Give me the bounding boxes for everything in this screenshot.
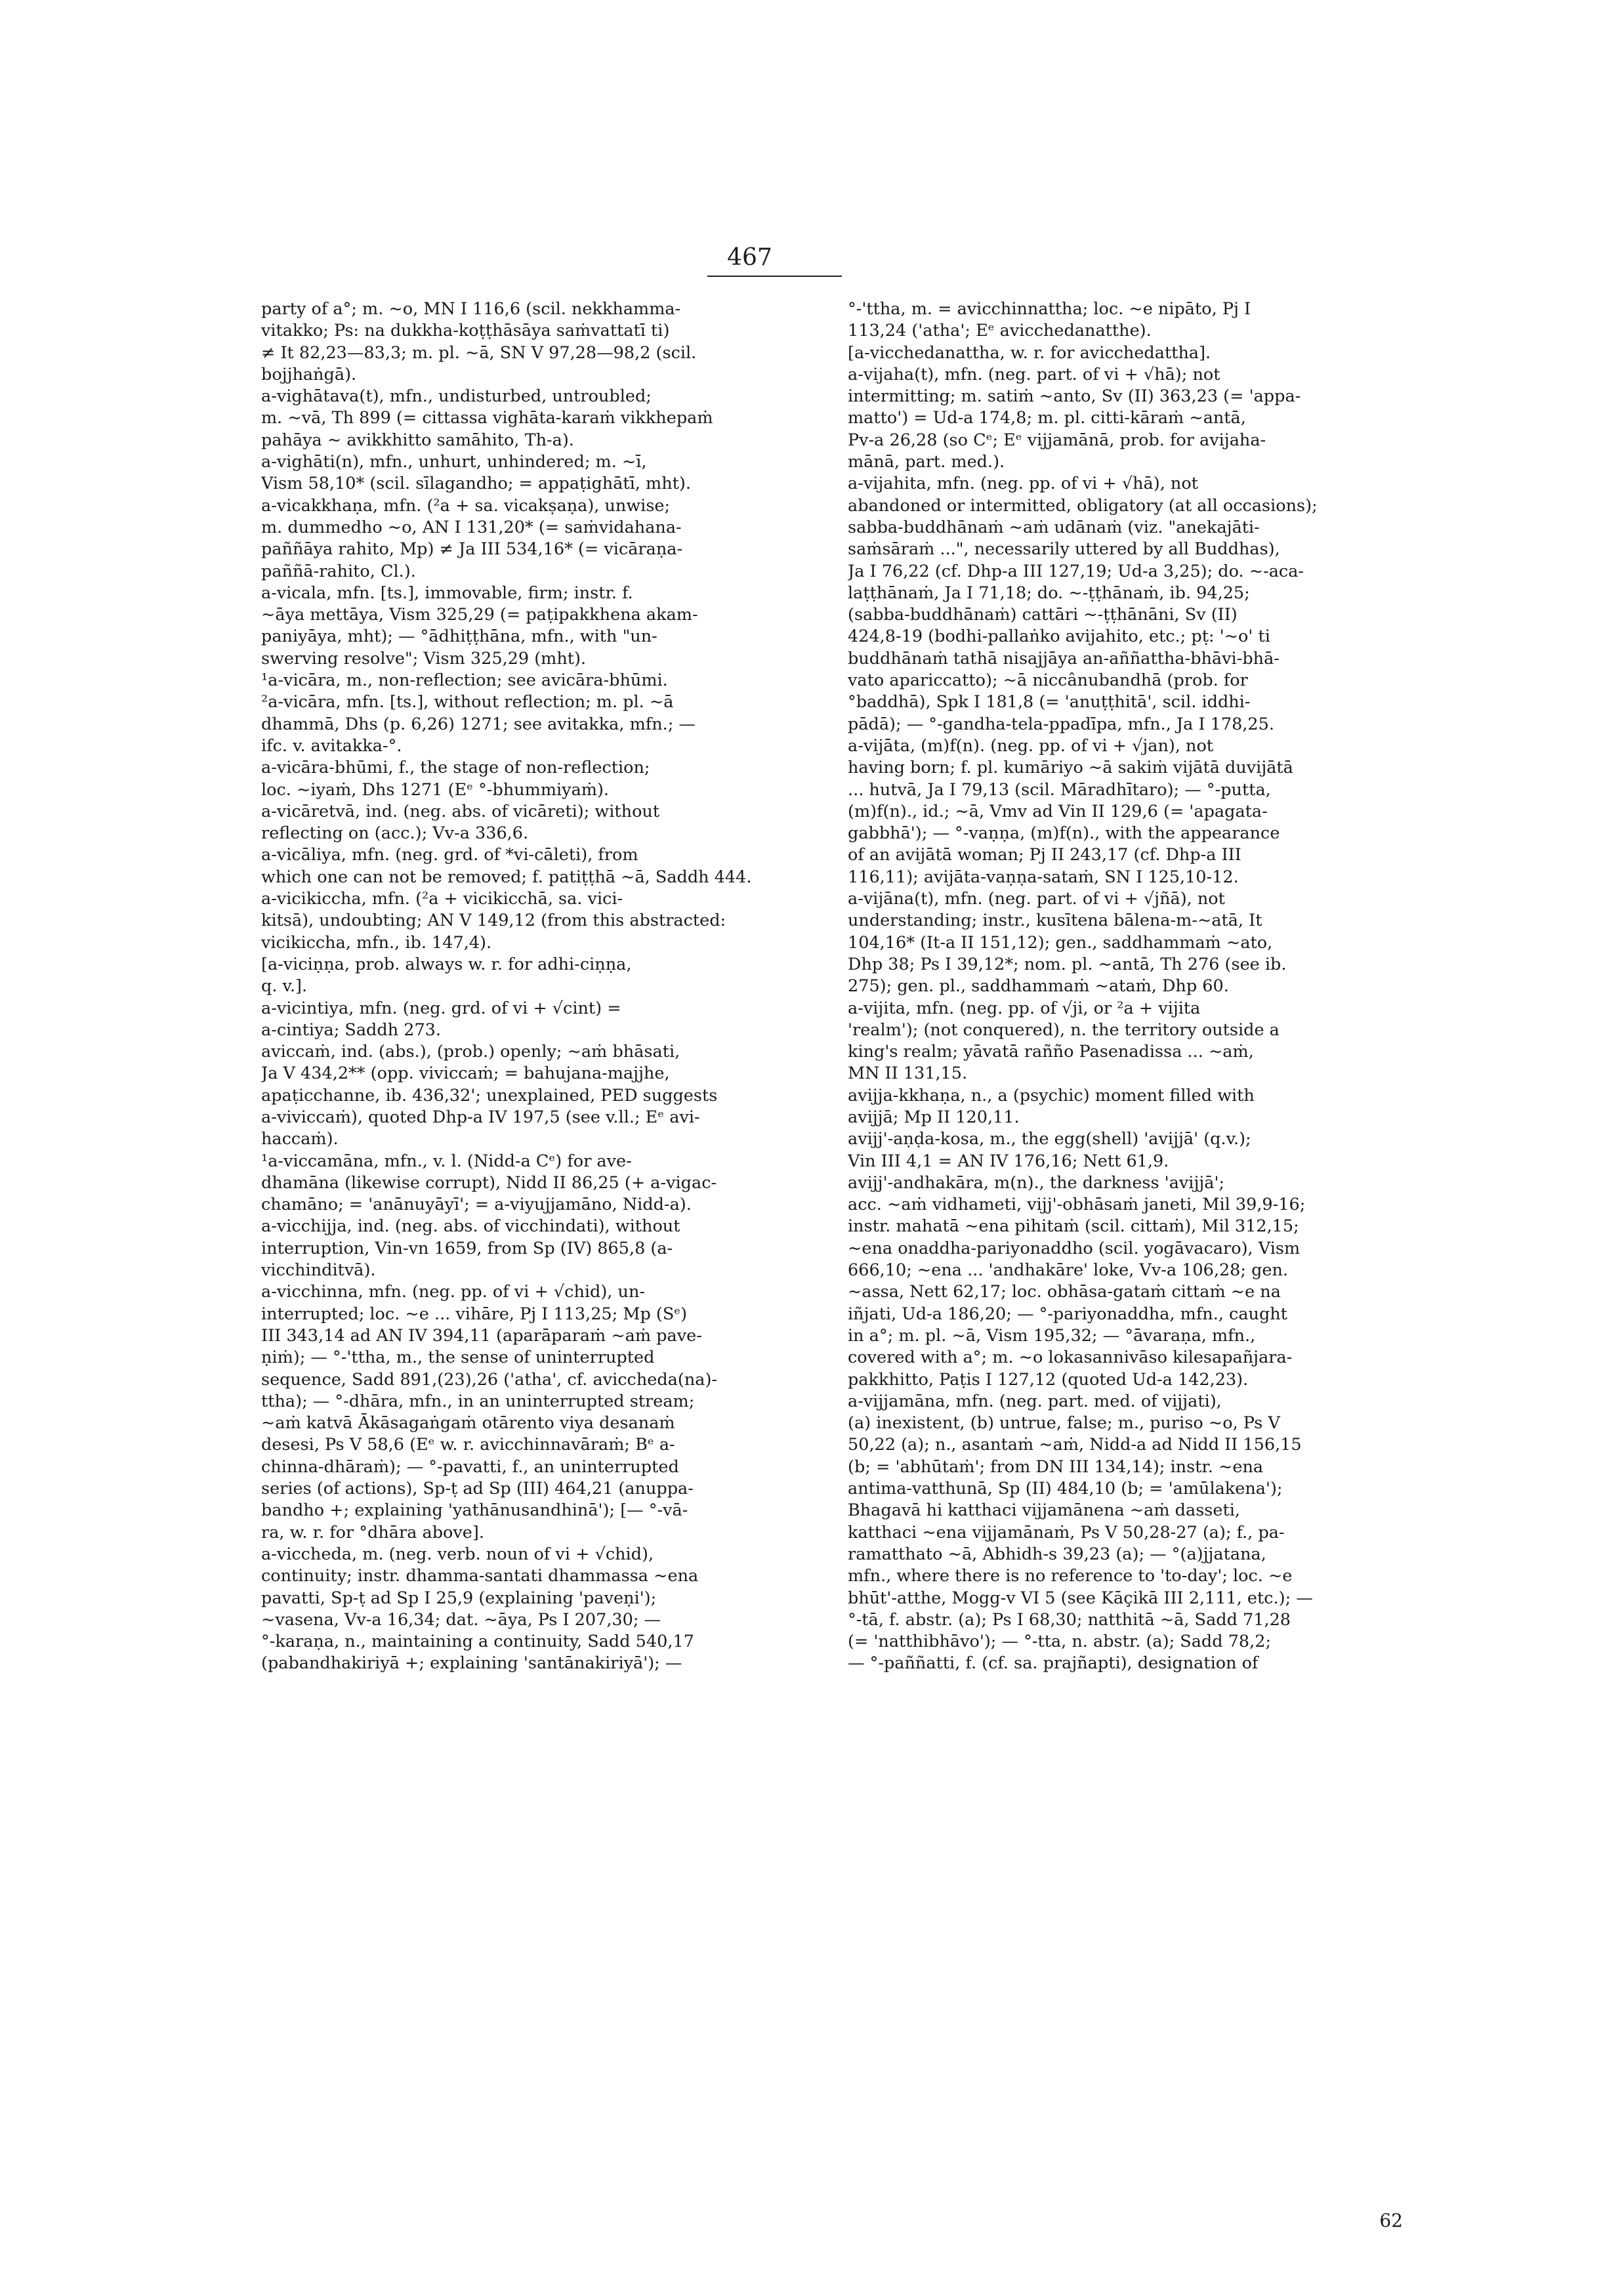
left-column-line: a-vicchinna, mfn. (neg. pp. of vi + √chid), un- [261,1282,645,1302]
right-column-line: covered with a°; m. ~o lokasannivāso kilesapañjara- [848,1348,1293,1368]
right-column-line: Ja I 76,22 (cf. Dhp-a III 127,19; Ud-a 3,25); do. ~-aca- [848,561,1304,581]
right-column-line: sabba-buddhānaṁ ~aṁ udānaṁ (viz. "anekajāti- [848,517,1260,537]
right-column-line: 113,24 ('atha'; Eᵉ avicchedanatthe). [848,321,1152,341]
right-column-line: antima-vatthunā, Sp (II) 484,10 (b; = 'amūlakena'); [848,1479,1283,1499]
right-column-line: 275); gen. pl., saddhammaṁ ~ataṁ, Dhp 60. [848,976,1229,997]
right-column-line: 104,16* (It-a II 151,12); gen., saddhammaṁ ~ato, [848,932,1273,953]
left-column-line: continuity; instr. dhamma-santati dhammassa ~ena [261,1566,699,1586]
right-column-line: 'realm'); (not conquered), n. the territory outside a [848,1020,1280,1040]
left-column-line: (pabandhakiriyā +; explaining 'santānakiriyā'); — [261,1653,682,1674]
left-column-line: q. v.]. [261,976,308,997]
left-column-line: desesi, Ps V 58,6 (Eᵉ w. r. avicchinnavāraṁ; Bᵉ a- [261,1435,675,1455]
left-column-line: pavatti, Sp-ṭ ad Sp I 25,9 (explaining 'paveṇi'); [261,1588,657,1608]
left-column-line: vicchinditvā). [261,1260,376,1281]
right-column-line: gabbhā'); — °-vaṇṇa, (m)f(n)., with the appearance [848,823,1280,844]
left-column-line: a-vicikiccha, mfn. (²a + vicikicchā, sa. vici- [261,889,623,909]
left-column-line: a-viviccaṁ), quoted Dhp-a IV 197,5 (see v.ll.; Eᵉ avi- [261,1107,700,1127]
right-column-line: king's realm; yāvatā rañño Pasenadissa ... ~aṁ, [848,1042,1254,1062]
right-column-line: avijjā; Mp II 120,11. [848,1107,1020,1127]
left-column-line: a-cintiya; Saddh 273. [261,1020,442,1040]
left-column-line: vicikiccha, mfn., ib. 147,4). [261,932,492,953]
right-column-line: understanding; instr., kusītena bālena-m-~atā, It [848,911,1262,931]
right-column-line: (a) inexistent, (b) untrue, false; m., puriso ~o, Ps V [848,1413,1280,1434]
right-column-line: a-vijjamāna, mfn. (neg. part. med. of vijjati), [848,1391,1222,1411]
right-column-line: ramatthato ~ā, Abhidh-s 39,23 (a); — °(a)jjatana, [848,1544,1266,1564]
left-column-line: a-vicchijja, ind. (neg. abs. of vicchindati), without [261,1216,680,1237]
right-column-line: abandoned or intermitted, obligatory (at all occasions); [848,495,1318,516]
left-column-line: Ja V 434,2** (opp. viviccaṁ; = bahujana-majjhe, [261,1064,670,1084]
left-column-line: paññā-rahito, Cl.). [261,561,416,581]
right-column-line: pakkhitto, Paṭis I 127,12 (quoted Ud-a 142,23). [848,1369,1249,1390]
left-column-line: bojjhaṅgā). [261,364,357,384]
right-column-line: katthaci ~ena vijjamānaṁ, Ps V 50,28-27 (a); f., pa- [848,1522,1285,1542]
left-column-line: °-karaṇa, n., maintaining a continuity, Sadd 540,17 [261,1632,694,1652]
left-column-line: Vism 58,10* (scil. sīlagandho; = appaṭighātī, mht). [261,474,691,494]
right-column-line: avijja-kkhaṇa, n., a (psychic) moment filled with [848,1085,1255,1106]
left-column-line: a-vicala, mfn. [ts.], immovable, firm; instr. f. [261,583,633,603]
right-column-line: having born; f. pl. kumāriyo ~ā sakiṁ vijātā duvijātā [848,758,1293,778]
right-column-line: laṭṭhānaṁ, Ja I 71,18; do. ~-ṭṭhānaṁ, ib. 94,25; [848,583,1250,603]
left-column-line: [a-viciṇṇa, prob. always w. r. for adhi-ciṇṇa, [261,954,632,974]
right-column-line: avijj'-andhakāra, m(n)., the darkness 'avijjā'; [848,1172,1225,1193]
right-column-line: mfn., where there is no reference to 'to-day'; loc. ~e [848,1566,1293,1586]
left-column-line: ~āya mettāya, Vism 325,29 (= paṭipakkhena akam- [261,605,698,625]
left-column-line: interrupted; loc. ~e ... vihāre, Pj I 113,25; Mp (Sᵉ) [261,1304,688,1324]
right-column-line: ~ena onaddha-pariyonaddho (scil. yogāvacaro), Vism [848,1238,1301,1258]
header-rule [707,276,842,277]
page-number: 467 [727,244,772,271]
right-column-line: bhūt'-atthe, Mogg-v VI 5 (see Kāçikā III 2,111, etc.); — [848,1588,1313,1608]
left-column-line: pahāya ~ avikkhitto samāhito, Th-a). [261,430,574,450]
right-column-line: 50,22 (a); n., asantaṁ ~aṁ, Nidd-a ad Nidd II 156,15 [848,1435,1302,1455]
right-column-line: avijj'-aṇḍa-kosa, m., the egg(shell) 'avijjā' (q.v.); [848,1129,1251,1149]
right-column-line: a-vijāta, (m)f(n). (neg. pp. of vi + √jan), not [848,735,1214,756]
right-column-line: a-vijahita, mfn. (neg. pp. of vi + √hā), not [848,474,1198,494]
left-column-line: a-vicintiya, mfn. (neg. grd. of vi + √cint) = [261,998,621,1018]
right-column-line: mānā, part. med.). [848,452,1005,472]
left-column-line: ²a-vicāra, mfn. [ts.], without reflection; m. pl. ~ā [261,692,674,713]
right-column-line: pādā); — °-gandha-tela-ppadīpa, mfn., Ja I 178,25. [848,714,1274,734]
right-column-line: Bhagavā hi katthaci vijjamānena ~aṁ dasseti, [848,1500,1240,1521]
left-column-line: paññāya rahito, Mp) ≠ Ja III 534,16* (= vicāraṇa- [261,539,683,560]
right-column-line: instr. mahatā ~ena pihitaṁ (scil. cittaṁ), Mil 312,15; [848,1216,1299,1237]
left-column-line: series (of actions), Sp-ṭ ad Sp (III) 464,21 (anuppa- [261,1479,694,1499]
right-column-line: matto') = Ud-a 174,8; m. pl. citti-kāraṁ ~antā, [848,408,1246,428]
left-column [261,299,839,1675]
right-column-line: of an avijātā woman; Pj II 243,17 (cf. Dhp-a III [848,845,1241,865]
left-column-line: ra, w. r. for °dhāra above]. [261,1522,484,1542]
left-column-line: party of a°; m. ~o, MN I 116,6 (scil. nekkhamma- [261,299,681,319]
left-column-line: ~vasena, Vv-a 16,34; dat. ~āya, Ps I 207,30; — [261,1609,661,1630]
right-column-line: iñjati, Ud-a 186,20; — °-pariyonaddha, mfn., caught [848,1304,1287,1324]
left-column-line: a-vicakkhaṇa, mfn. (²a + sa. vicakṣaṇa), unwise; [261,495,671,516]
left-column-line: a-vicāretvā, ind. (neg. abs. of vicāreti); without [261,801,660,821]
left-column-line: m. ~vā, Th 899 (= cittassa vighāta-karaṁ vikkhepaṁ [261,408,713,428]
right-column-line: 424,8-19 (bodhi-pallaṅko avijahito, etc.; pṭ: '~o' ti [848,627,1270,647]
left-column-line: bandho +; explaining 'yathānusandhinā'); [— °-vā- [261,1500,688,1521]
left-column-line: loc. ~iyaṁ, Dhs 1271 (Eᵉ °-bhummiyaṁ). [261,779,610,800]
left-column-line: apaṭicchanne, ib. 436,32'; unexplained, PED suggests [261,1085,718,1106]
right-column-line: 116,11); avijāta-vaṇṇa-sataṁ, SN I 125,10-12. [848,867,1239,887]
left-column-line: which one can not be removed; f. patiṭṭhā ~ā, Saddh 444. [261,867,752,887]
right-column-line: Dhp 38; Ps I 39,12*; nom. pl. ~antā, Th 276 (see ib. [848,954,1287,974]
right-column-line: a-vijāna(t), mfn. (neg. part. of vi + √jñā), not [848,889,1225,909]
left-column-line: ~aṁ katvā Ākāsagaṅgaṁ otārento viya desanaṁ [261,1413,675,1434]
left-column-line: a-vighātava(t), mfn., undisturbed, untroubled; [261,386,652,407]
left-column-line: chinna-dhāraṁ); — °-pavatti, f., an uninterrupted [261,1457,679,1477]
left-column-line: aviccaṁ, ind. (abs.), (prob.) openly; ~aṁ bhāsati, [261,1042,680,1062]
right-column-line: °-tā, f. abstr. (a); Ps I 68,30; natthitā ~ā, Sadd 71,28 [848,1609,1291,1630]
right-column-line: °baddhā), Spk I 181,8 (= 'anuṭṭhitā', scil. iddhi- [848,692,1251,713]
right-column-line: vato apariccatto); ~ā niccânubandhā (prob. for [848,671,1248,691]
left-column-line: a-vighāti(n), mfn., unhurt, unhindered; m. ~ī, [261,452,647,472]
right-column-line: (sabba-buddhānaṁ) cattāri ~-ṭṭhānāni, Sv (II) [848,605,1238,625]
left-column-line: vitakko; Ps: na dukkha-koṭṭhāsāya saṁvattatī ti) [261,321,670,341]
right-column-line: MN II 131,15. [848,1064,968,1084]
right-column-line: [a-vicchedanattha, w. r. for avicchedattha]. [848,342,1211,363]
right-column [848,299,1425,1675]
left-column-line: III 343,14 ad AN IV 394,11 (aparāparaṁ ~aṁ pave- [261,1325,702,1346]
right-column-line: — °-paññatti, f. (cf. sa. prajñapti), designation of [848,1653,1259,1674]
right-column-line: a-vijita, mfn. (neg. pp. of √ji, or ²a + vijita [848,998,1201,1018]
right-column-line: Pv-a 26,28 (so Cᵉ; Eᵉ vijjamānā, prob. for avijaha- [848,430,1266,450]
right-column-line: (m)f(n)., id.; ~ā, Vmv ad Vin II 129,6 (= 'apagata- [848,801,1268,821]
right-column-line: ... hutvā, Ja I 79,13 (scil. Māradhītaro); — °-putta, [848,779,1271,800]
left-column-line: ṇiṁ); — °-'ttha, m., the sense of uninterrupted [261,1348,655,1368]
right-column-line: (= 'natthibhāvo'); — °-tta, n. abstr. (a); Sadd 78,2; [848,1632,1272,1652]
left-column-line: a-vicāliya, mfn. (neg. grd. of *vi-cāleti), from [261,845,638,865]
right-column-line: (b; = 'abhūtaṁ'; from DN III 134,14); instr. ~ena [848,1457,1264,1477]
left-column-line: ttha); — °-dhāra, mfn., in an uninterrupted stream; [261,1391,695,1411]
right-column-line: a-vijaha(t), mfn. (neg. part. of vi + √hā); not [848,364,1220,384]
left-column-line: swerving resolve"; Vism 325,29 (mht). [261,648,587,669]
left-column-line: a-viccheda, m. (neg. verb. noun of vi + √chid), [261,1544,654,1564]
left-column-line: reflecting on (acc.); Vv-a 336,6. [261,823,529,844]
left-column-line: sequence, Sadd 891,(23),26 ('atha', cf. avicchedа(na)- [261,1369,718,1390]
left-column-line: chamāno; = 'anānuyāyī'; = a-viyujjamāno, Nidd-a). [261,1195,692,1215]
right-column-line: buddhānaṁ tathā nisajjāya an-aññattha-bhāvi-bhā- [848,648,1280,669]
right-column-line: in a°; m. pl. ~ā, Vism 195,32; — °āvaraṇa, mfn., [848,1325,1256,1346]
left-column-line: kitsā), undoubting; AN V 149,12 (from this abstracted: [261,911,726,931]
right-column-line: intermitting; m. satiṁ ~anto, Sv (II) 363,23 (= 'appa- [848,386,1301,407]
left-column-line: interruption, Vin-vn 1659, from Sp (IV) 865,8 (a- [261,1238,673,1258]
right-column-line: ~assa, Nett 62,17; loc. obhāsa-gataṁ cittaṁ ~e na [848,1282,1281,1302]
left-column-line: m. dummedho ~o, AN I 131,20* (= saṁvidahana- [261,517,682,537]
left-column-line: ¹a-vicāra, m., non-reflection; see avicāra-bhūmi. [261,671,668,691]
left-column-line: a-vicāra-bhūmi, f., the stage of non-reflection; [261,758,650,778]
right-column-line: Vin III 4,1 = AN IV 176,16; Nett 61,9. [848,1151,1169,1171]
left-column-line: dhammā, Dhs (p. 6,26) 1271; see avitakka, mfn.; — [261,714,696,734]
left-column-line: haccaṁ). [261,1129,339,1149]
right-column-line: acc. ~aṁ vidhameti, vijj'-obhāsaṁ janeti, Mil 39,9-16; [848,1195,1306,1215]
left-column-line: ¹a-viccamāna, mfn., v. l. (Nidd-a Cᵉ) for ave- [261,1151,632,1171]
left-column-line: paniyāya, mht); — °ādhiṭṭhāna, mfn., with "un- [261,627,657,647]
signature-number: 62 [1379,2210,1403,2231]
right-column-line: °-'ttha, m. = avicchinnattha; loc. ~e nipāto, Pj I [848,299,1251,319]
right-column-line: 666,10; ~ena ... 'andhakāre' loke, Vv-a 106,28; gen. [848,1260,1289,1281]
left-column-line: dhamāna (likewise corrupt), Nidd II 86,25 (+ a-vigac- [261,1172,717,1193]
left-column-line: ≠ It 82,23—83,3; m. pl. ~ā, SN V 97,28—98,2 (scil. [261,342,697,363]
left-column-line: ifc. v. avitakka-°. [261,735,402,756]
right-column-line: saṁsāraṁ ...", necessarily uttered by all Buddhas), [848,539,1280,560]
